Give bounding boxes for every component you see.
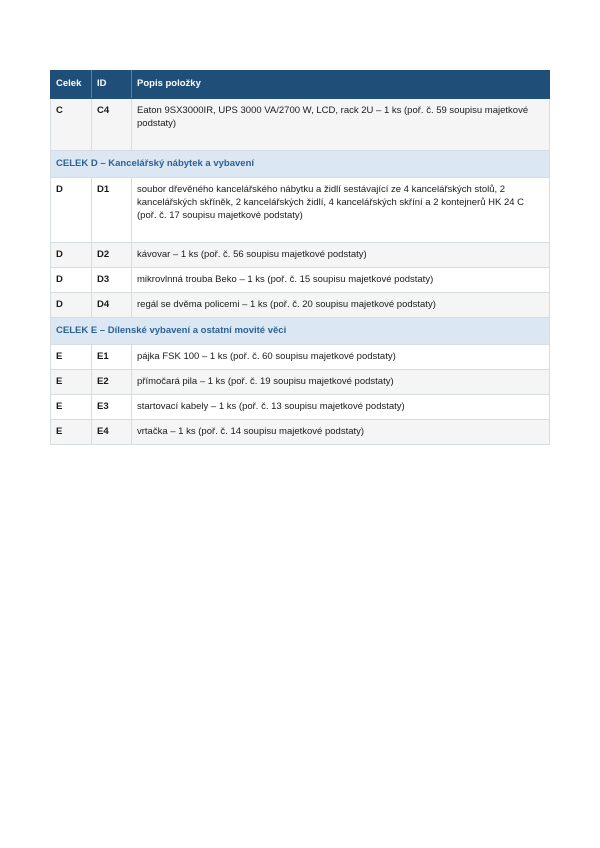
cell-celek: D bbox=[51, 268, 92, 293]
cell-celek: D bbox=[51, 178, 92, 243]
header-id: ID bbox=[92, 71, 132, 99]
group-row bbox=[51, 318, 550, 345]
cell-celek: E bbox=[51, 345, 92, 370]
table-header bbox=[51, 71, 550, 99]
table-row bbox=[51, 395, 550, 420]
cell-celek: E bbox=[51, 395, 92, 420]
table-row bbox=[51, 370, 550, 395]
items-table bbox=[50, 70, 550, 445]
cell-id: C4 bbox=[92, 99, 132, 151]
group-row bbox=[51, 151, 550, 178]
group-heading: CELEK D – Kancelářský nábytek a vybavení bbox=[51, 151, 550, 178]
table-row bbox=[51, 268, 550, 293]
cell-celek: C bbox=[51, 99, 92, 151]
cell-popis: soubor dřevěného kancelářského nábytku a židlí sestávající ze 4 kancelářských stolů, 2 kancelářských skříněk, 2 kancelářských židlí, 4 kancelářských skříní a 2 kontejnerů HK 24 C (poř. č. 17 soupisu majetkové podstaty) bbox=[132, 178, 550, 243]
cell-id: E1 bbox=[92, 345, 132, 370]
table-row bbox=[51, 99, 550, 151]
cell-popis: kávovar – 1 ks (poř. č. 56 soupisu majetkové podstaty) bbox=[132, 243, 550, 268]
table-row bbox=[51, 420, 550, 445]
cell-celek: E bbox=[51, 370, 92, 395]
cell-popis: startovací kabely – 1 ks (poř. č. 13 soupisu majetkové podstaty) bbox=[132, 395, 550, 420]
cell-celek: E bbox=[51, 420, 92, 445]
group-heading: CELEK E – Dílenské vybavení a ostatní movité věci bbox=[51, 318, 550, 345]
cell-popis: pájka FSK 100 – 1 ks (poř. č. 60 soupisu majetkové podstaty) bbox=[132, 345, 550, 370]
table-row bbox=[51, 178, 550, 243]
cell-popis: regál se dvěma policemi – 1 ks (poř. č. 20 soupisu majetkové podstaty) bbox=[132, 293, 550, 318]
cell-celek: D bbox=[51, 243, 92, 268]
cell-id: E3 bbox=[92, 395, 132, 420]
header-celek: Celek bbox=[51, 71, 92, 99]
cell-popis: mikrovlnná trouba Beko – 1 ks (poř. č. 15 soupisu majetkové podstaty) bbox=[132, 268, 550, 293]
cell-popis: vrtačka – 1 ks (poř. č. 14 soupisu majetkové podstaty) bbox=[132, 420, 550, 445]
cell-celek: D bbox=[51, 293, 92, 318]
header-row bbox=[51, 71, 550, 99]
cell-id: E2 bbox=[92, 370, 132, 395]
cell-id: D1 bbox=[92, 178, 132, 243]
cell-id: D4 bbox=[92, 293, 132, 318]
header-popis: Popis položky bbox=[132, 71, 550, 99]
cell-popis: přímočará pila – 1 ks (poř. č. 19 soupisu majetkové podstaty) bbox=[132, 370, 550, 395]
cell-id: D3 bbox=[92, 268, 132, 293]
cell-id: D2 bbox=[92, 243, 132, 268]
table-row bbox=[51, 293, 550, 318]
table-row bbox=[51, 243, 550, 268]
table-row bbox=[51, 345, 550, 370]
cell-popis: Eaton 9SX3000IR, UPS 3000 VA/2700 W, LCD, rack 2U – 1 ks (poř. č. 59 soupisu majetkové podstaty) bbox=[132, 99, 550, 151]
cell-id: E4 bbox=[92, 420, 132, 445]
